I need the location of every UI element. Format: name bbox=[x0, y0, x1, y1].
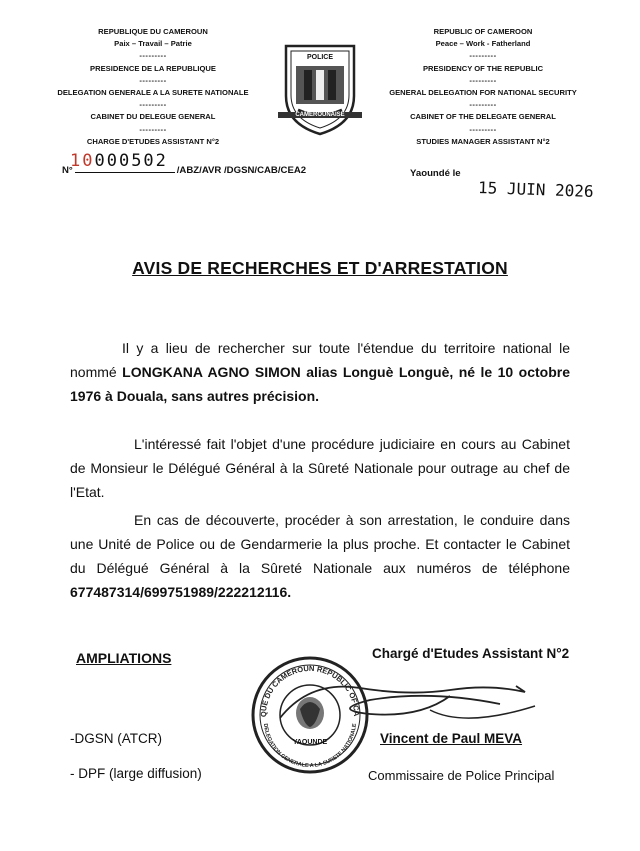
document-title: AVIS DE RECHERCHES ET D'ARRESTATION bbox=[132, 258, 508, 278]
presidency-en: PRESIDENCY OF THE REPUBLIC bbox=[422, 63, 544, 73]
delegation-fr: DELEGATION GENERALE A LA SURETE NATIONALE bbox=[57, 88, 249, 98]
separator: --------- bbox=[469, 100, 497, 110]
cabinet-en: CABINET OF THE DELEGATE GENERAL bbox=[410, 112, 556, 122]
separator: --------- bbox=[139, 100, 167, 110]
delegation-en: GENERAL DELEGATION FOR NATIONAL SECURITY bbox=[389, 88, 577, 98]
signatory-name: Vincent de Paul MEVA bbox=[380, 731, 523, 746]
motto-fr: Paix – Travail – Patrie bbox=[114, 39, 192, 49]
emblem-bottom-text: CAMEROUNAISE bbox=[278, 112, 362, 118]
separator: --------- bbox=[469, 75, 497, 85]
paragraph-3 bbox=[70, 508, 570, 604]
motto-en: Peace – Work - Fatherland bbox=[435, 39, 531, 49]
separator: --------- bbox=[139, 51, 167, 61]
ampliations-heading: AMPLIATIONS bbox=[76, 650, 172, 666]
reference-suffix: /ABZ/AVR /DGSN/CAB/CEA2 bbox=[176, 165, 307, 176]
reference-line bbox=[62, 165, 306, 176]
country-en: REPUBLIC OF CAMEROON bbox=[433, 27, 533, 36]
official-seal bbox=[250, 655, 370, 775]
svg-text:REPUBLIQUE DU CAMEROUN REPUBLI: QUE DU CAMEROUN REPUBLIC OF CA bbox=[258, 663, 362, 718]
emblem-top-text: POLICE bbox=[306, 54, 334, 61]
presidency-fr: PRESIDENCE DE LA REPUBLIQUE bbox=[90, 63, 216, 73]
date-place: Yaoundé le bbox=[410, 168, 461, 179]
signatory-rank: Commissaire de Police Principal bbox=[368, 768, 555, 783]
paragraph-2: L'intéressé fait l'objet d'une procédure judiciaire en cours au Cabinet de Monsieur le Délégué Général à la Sûreté Nationale pour outrage au chef de l'Etat. bbox=[70, 436, 570, 500]
ampliation-item: - DPF (large diffusion) bbox=[70, 766, 202, 781]
reference-stamp-red-part: 10 bbox=[70, 151, 95, 171]
date-stamp: 15 JUIN 2026 bbox=[477, 177, 594, 202]
wanted-person: LONGKANA AGNO SIMON alias Longuè Longuè, né le 10 octobre 1976 à Douala, sans autres précision. bbox=[70, 364, 570, 404]
cabinet-fr: CABINET DU DELEGUE GENERAL bbox=[90, 112, 216, 122]
charge-en: STUDIES MANAGER ASSISTANT N°2 bbox=[416, 136, 550, 146]
header-right bbox=[368, 26, 598, 148]
reference-prefix: N° bbox=[62, 165, 73, 176]
charge-fr: CHARGE D'ETUDES ASSISTANT N°2 bbox=[86, 136, 220, 146]
police-emblem bbox=[278, 40, 362, 138]
country-fr: REPUBLIQUE DU CAMEROUN bbox=[98, 27, 208, 36]
paragraph-1-text: Il y a lieu de rechercher sur toute l'étendue du territoire national le nommé bbox=[70, 340, 570, 380]
separator: --------- bbox=[139, 75, 167, 85]
signatory-role: Chargé d'Etudes Assistant N°2 bbox=[372, 646, 570, 661]
separator: --------- bbox=[469, 124, 497, 134]
paragraph-3-text: En cas de découverte, procéder à son arrestation, le conduire dans une Unité de Police ou de Gendarmerie la plus proche. Et contacter le Cabinet du Délégué Général à la Sûreté Nationale aux numéros de téléphone bbox=[70, 512, 570, 576]
header-left bbox=[38, 26, 268, 148]
separator: --------- bbox=[139, 124, 167, 134]
ampliation-item: -DGSN (ATCR) bbox=[70, 731, 162, 746]
paragraph-1 bbox=[70, 336, 570, 408]
seal-city: YAOUNDE bbox=[292, 739, 328, 746]
svg-text:DELEGATION GENERALE A LA SURET: DELEGATION GENERALE A LA SURETE NATIONALE bbox=[262, 723, 358, 770]
reference-blank bbox=[75, 172, 175, 173]
reference-stamp-rest: 000502 bbox=[94, 151, 168, 171]
phone-numbers: 677487314/699751989/222212116. bbox=[70, 584, 292, 600]
separator: --------- bbox=[469, 51, 497, 61]
